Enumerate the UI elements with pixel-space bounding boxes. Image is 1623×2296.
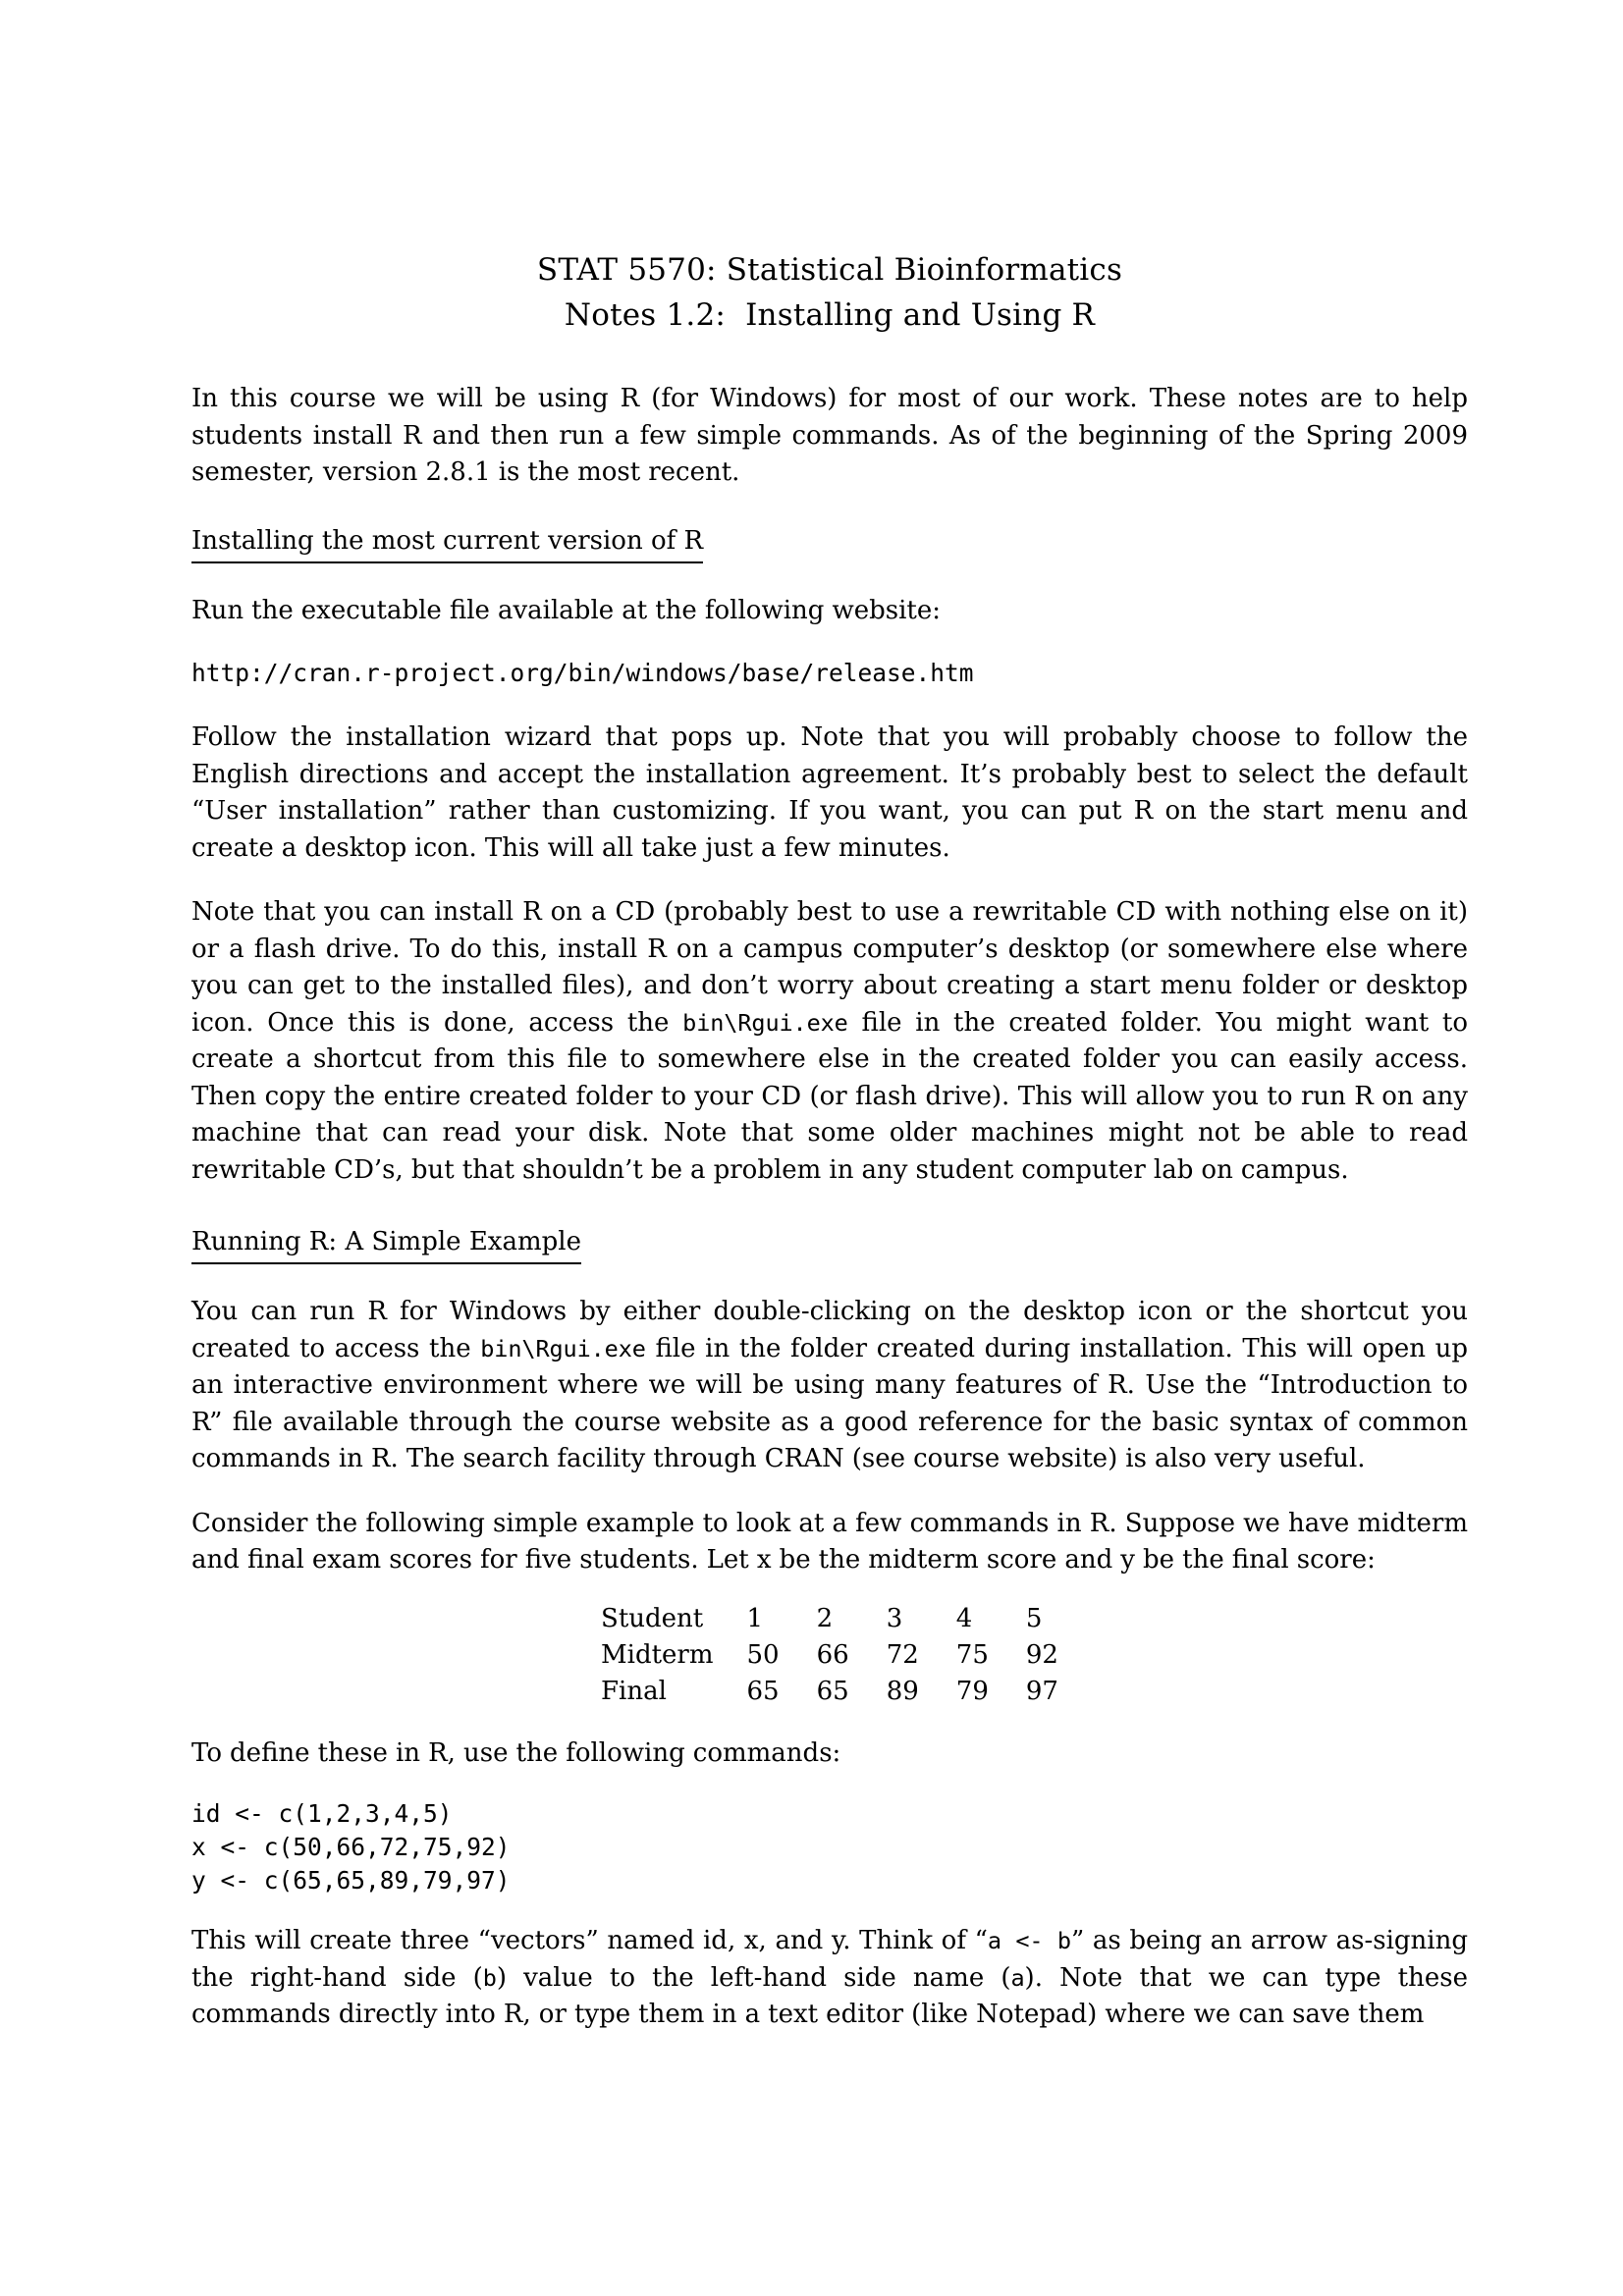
section-heading-installing-wrapper: [191, 525, 1468, 563]
document-title-block: [191, 247, 1468, 338]
midterm-score-1: 50: [746, 1639, 780, 1670]
code-line-y: y <- c(65,65,89,79,97): [191, 1866, 511, 1895]
student-id-5: 5: [1025, 1603, 1043, 1633]
midterm-score-2: 66: [816, 1639, 849, 1670]
student-id-3: 3: [886, 1603, 903, 1633]
section-heading-running-r: Running R: A Simple Example: [191, 1226, 581, 1264]
vectors-text-1: This will create three “vectors” named id, x, and y. Think of “: [191, 1926, 988, 1955]
table-row: [601, 1637, 1058, 1674]
document-body: [191, 247, 1468, 2061]
section-heading-installing: Installing the most current version of R: [191, 525, 703, 563]
variable-a-code: a: [1010, 1963, 1025, 1992]
student-id-2: 2: [816, 1603, 834, 1633]
final-score-2: 65: [816, 1676, 849, 1706]
cran-download-url[interactable]: http://cran.r-project.org/bin/windows/base/release.htm: [191, 659, 974, 687]
rgui-exe-path-2: bin\Rgui.exe: [480, 1334, 646, 1362]
exam-scores-table-body: [601, 1601, 1058, 1710]
section-heading-running-wrapper: [191, 1226, 1468, 1264]
variable-b-code: b: [482, 1963, 497, 1992]
rgui-exe-path-1: bin\Rgui.exe: [682, 1008, 848, 1037]
row-label-student: Student: [601, 1603, 704, 1633]
exam-scores-table: [601, 1601, 1058, 1710]
final-score-5: 97: [1025, 1676, 1058, 1706]
define-commands-paragraph: To define these in R, use the following commands:: [191, 1737, 841, 1768]
table-row: [601, 1674, 1058, 1710]
exam-scores-table-wrapper: [191, 1601, 1468, 1710]
assignment-arrow-code: a <- b: [987, 1927, 1071, 1954]
r-code-block: [191, 1797, 1468, 1897]
final-score-4: 79: [955, 1676, 989, 1706]
table-row: [601, 1601, 1058, 1637]
student-id-4: 4: [955, 1603, 973, 1633]
vectors-explanation-paragraph: [191, 1923, 1468, 2034]
install-on-cd-paragraph: [191, 894, 1468, 1189]
final-score-3: 89: [886, 1676, 919, 1706]
midterm-score-3: 72: [886, 1639, 919, 1670]
student-id-1: 1: [746, 1603, 764, 1633]
intro-paragraph: In this course we will be using R (for Windows) for most of our work. These notes are to help students install R and then run a few simple commands. As of the beginning of the Spring 2009 semester, version 2.8.1 is the most recent.: [191, 384, 1468, 487]
page-title-line-1: STAT 5570: Statistical Bioinformatics: [536, 252, 1123, 288]
running-r-paragraph: [191, 1294, 1468, 1478]
code-line-id: id <- c(1,2,3,4,5): [191, 1799, 453, 1828]
cd-paragraph-text-1: Note that you can install R on a CD (probably best to use a rewritable CD with nothing else on it) or a flash drive. To do this, install R on a campus computer’s desktop (or somewhere else where you can get to the installed files), and don’t worry about creating a start menu folder or desktop icon. Once this is done, access the: [191, 897, 1468, 1038]
final-score-1: 65: [746, 1676, 780, 1706]
vectors-text-3: ) value to the left-hand side name (: [496, 1962, 1011, 1993]
code-line-x: x <- c(50,66,72,75,92): [191, 1833, 511, 1861]
running-paragraph-text-1: You can run R for Windows by either double-clicking on the desktop icon or the shortcut you created to access the: [191, 1297, 1468, 1363]
install-lead-paragraph: Run the executable file available at the following website:: [191, 595, 942, 625]
installation-wizard-paragraph: Follow the installation wizard that pops up. Note that you will probably choose to follow the English directions and accept the installation agreement. It’s probably best to select the default “User installation” rather than customizing. If you want, you can put R on the start menu and create a desktop icon. This will all take just a few minutes.: [191, 722, 1468, 863]
midterm-score-4: 75: [955, 1639, 989, 1670]
vectors-text-2: ” as being an arrow as-signing the right-hand side (: [191, 1926, 1468, 1993]
example-intro-paragraph: Consider the following simple example to look at a few commands in R. Suppose we have midterm and final exam scores for five students. Let x be the midterm score and y be the final score:: [191, 1508, 1468, 1575]
midterm-score-5: 92: [1025, 1639, 1058, 1670]
row-label-final: Final: [601, 1676, 667, 1706]
running-paragraph-text-2: file in the folder created during installation. This will open up an interactive environment where we will be using many features of R. Use the “Introduction to R” file available through the course website as a good reference for the basic syntax of common commands in R. The search facility through CRAN (see course website) is also very useful.: [191, 1333, 1469, 1473]
page-title-line-2: Notes 1.2: Installing and Using R: [564, 297, 1096, 333]
vectors-text-4: ). Note that we can type these commands directly into R, or type them in a text editor (like Notepad) where we can save them: [191, 1962, 1468, 2029]
row-label-midterm: Midterm: [601, 1639, 714, 1670]
cd-paragraph-text-2: file in the created folder. You might want to create a shortcut from this file to somewhere else in the created folder you can easily access. Then copy the entire created folder to your CD (or flash drive). This will allow you to run R on any machine that can read your disk. Note that some older machines might not be able to read rewritable CD’s, but that shouldn’t be a problem in any student computer lab on campus.: [191, 1007, 1468, 1185]
